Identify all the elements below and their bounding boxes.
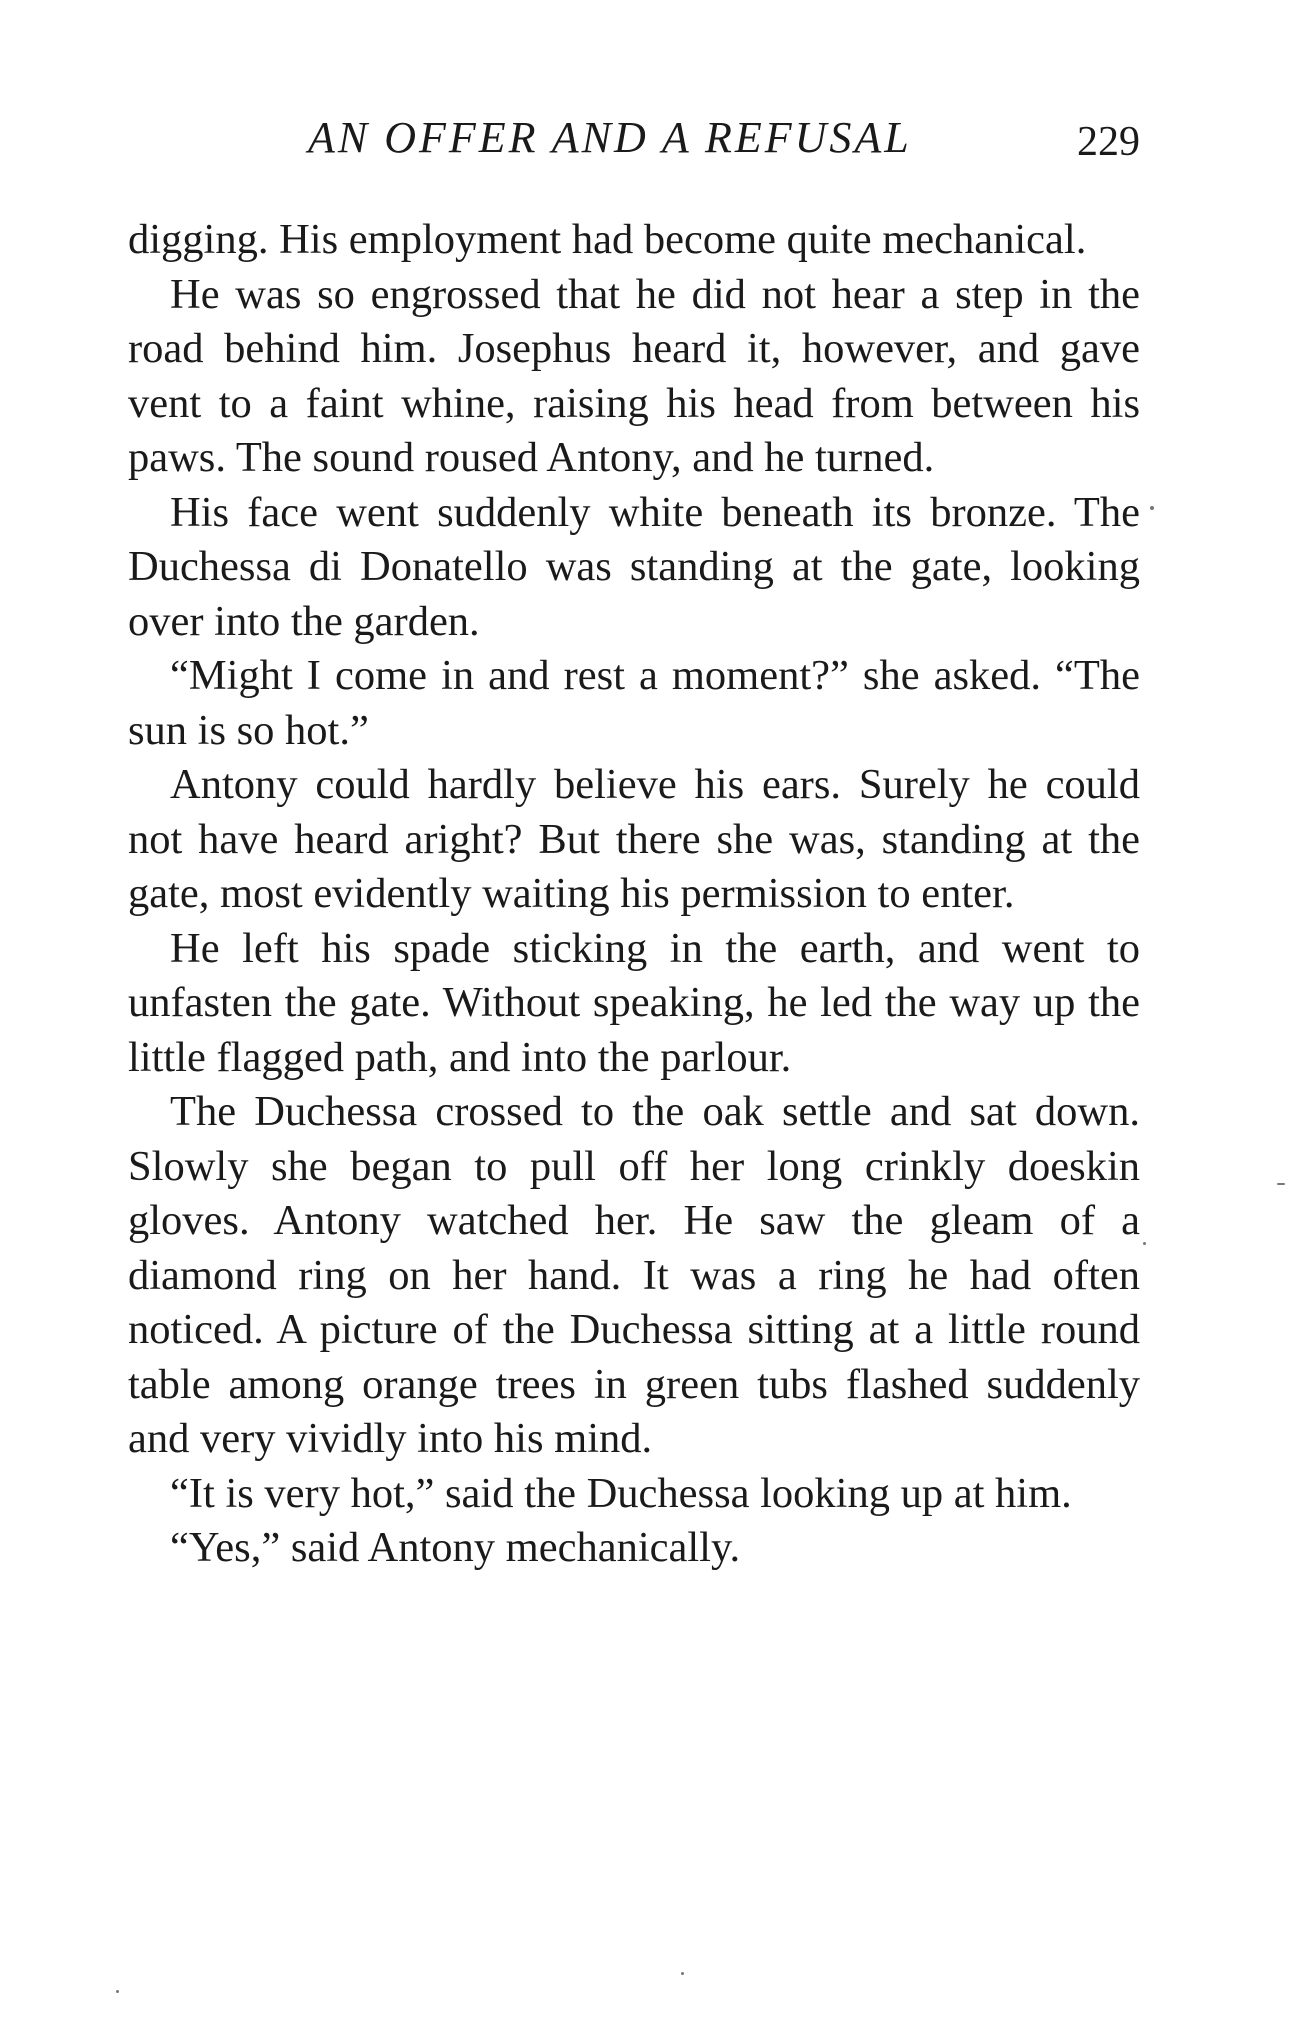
paragraph: The Duchessa crossed to the oak settle and sat down. Slowly she began to pull off her long crinkly doeskin gloves. Antony watched her. He saw the gleam of a diamond ring on her hand. It was a ring he had often noticed. A picture of the Duchessa sitting at a little round table among orange trees in green tubs flashed suddenly and very vividly into his mind. — [128, 1088, 1140, 1462]
running-head-title: AN OFFER AND A REFUSAL — [308, 113, 912, 162]
paragraph: “Might I come in and rest a moment?” she asked. “The sun is so hot.” — [128, 652, 1140, 754]
body-text — [128, 213, 1140, 1576]
scan-speck — [681, 1972, 684, 1975]
scan-speck — [1150, 506, 1154, 510]
scan-speck — [1143, 1242, 1146, 1245]
paragraph: “Yes,” said Antony mechanically. — [170, 1524, 741, 1571]
paragraph: digging. His employment had become quite mechanical. — [128, 216, 1087, 263]
paragraph: His face went suddenly white beneath its bronze. The Duchessa di Donatello was standing at the gate, looking over into the garden. — [128, 488, 1140, 645]
paragraph: “It is very hot,” said the Duchessa looking up at him. — [170, 1469, 1072, 1517]
running-head — [128, 108, 1140, 168]
scan-speck — [1277, 1183, 1285, 1185]
scan-speck — [116, 1990, 119, 1993]
paragraph: He left his spade sticking in the earth, and went to unfasten the gate. Without speaking, he led the way up the little flagged path, and into the parlour. — [128, 924, 1140, 1081]
paragraph: He was so engrossed that he did not hear a step in the road behind him. Josephus heard it, however, and gave vent to a faint whine, raising his head from between his paws. The sound roused Antony, and he turned. — [128, 270, 1140, 481]
page-number: 229 — [1077, 119, 1140, 165]
paragraph: Antony could hardly believe his ears. Surely he could not have heard aright? But there she was, standing at the gate, most evidently waiting his permission to enter. — [128, 761, 1140, 917]
